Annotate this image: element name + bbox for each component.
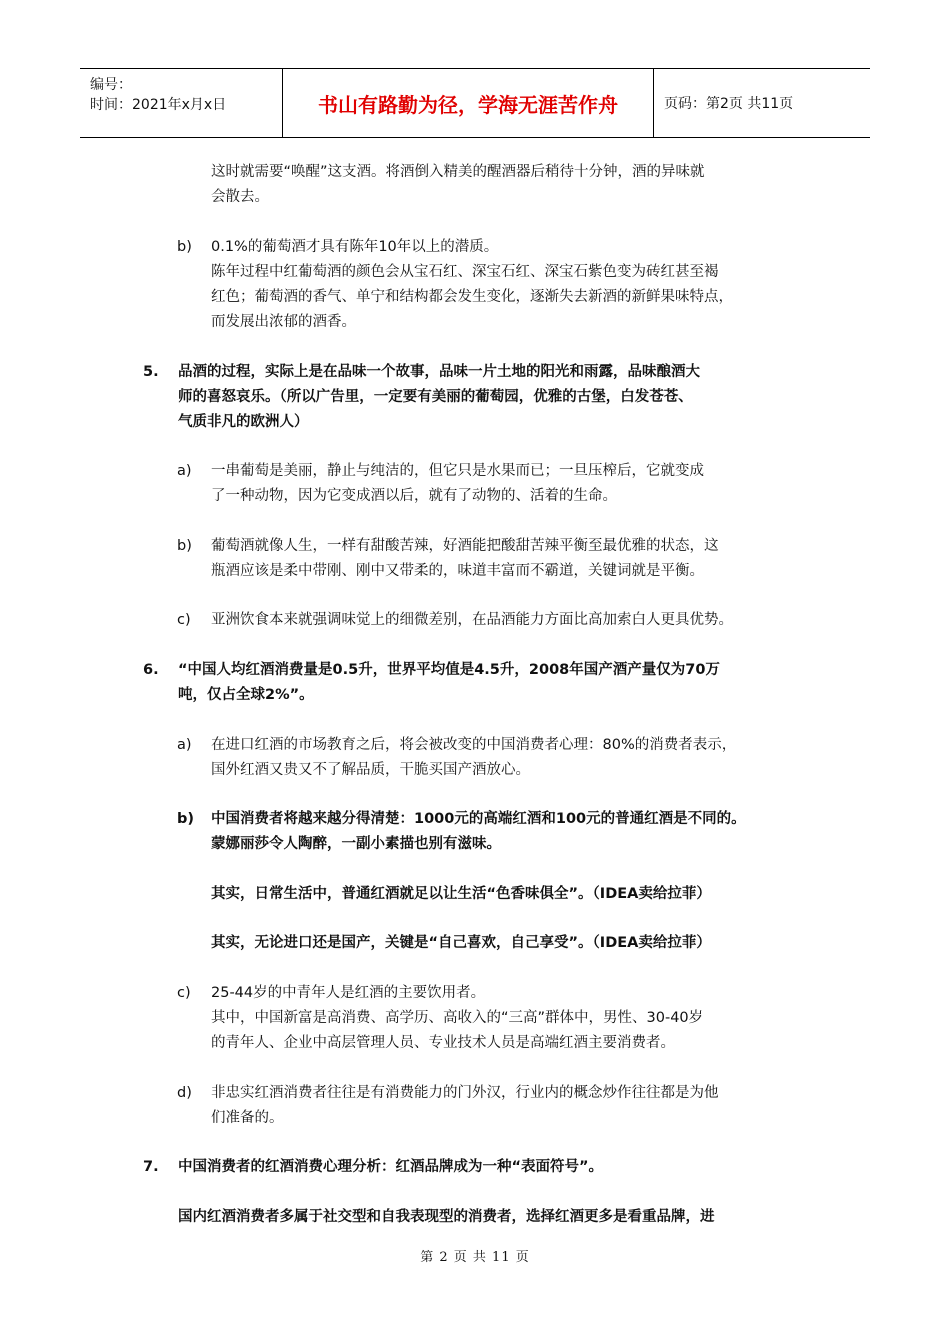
paragraph-line: 其中，中国新富是高消费、高学历、高收入的“三高”群体中，男性、30-40岁 — [211, 1010, 704, 1026]
section-heading-line: 吨，仅占全球2%”。 — [178, 687, 314, 703]
paragraph-line: 其实，无论进口还是国产，关键是“自己喜欢，自己享受”。（IDEA卖给拉菲） — [211, 935, 711, 951]
paragraph-line: 葡萄酒就像人生，一样有甜酸苦辣，好酒能把酸甜苦辣平衡至最优雅的状态，这 — [211, 538, 719, 554]
section-heading-line: 品酒的过程，实际上是在品味一个故事，品味一片土地的阳光和雨露，品味酿酒大 — [178, 364, 700, 380]
page-footer: 第 2 页 共 11 页 — [420, 1250, 530, 1265]
header-meta — [80, 69, 282, 137]
document-time-label: 时间：2021年x月x日 — [90, 97, 227, 113]
paragraph-line: 国内红酒消费者多属于社交型和自我表现型的消费者，选择红酒更多是看重品牌，进 — [178, 1209, 715, 1225]
paragraph-line: 25-44岁的中青年人是红酒的主要饮用者。 — [211, 985, 486, 1001]
section-heading-line: “中国人均红酒消费量是0.5升，世界平均值是4.5升，2008年国产酒产量仅为70万 — [178, 662, 720, 678]
page-header — [80, 68, 870, 138]
section-heading-line: 气质非凡的欧洲人） — [178, 414, 309, 430]
header-motto: 书山有路勤为径，学海无涯苦作舟 — [282, 69, 654, 137]
paragraph-line: 亚洲饮食本来就强调味觉上的细微差别，在品酒能力方面比高加索白人更具优势。 — [211, 612, 733, 628]
paragraph-line: 红色；葡萄酒的香气、单宁和结构都会发生变化，逐渐失去新酒的新鲜果味特点， — [211, 289, 733, 305]
paragraph-line: 了一种动物，因为它变成酒以后，就有了动物的、活着的生命。 — [211, 488, 617, 504]
paragraph-line: 蒙娜丽莎令人陶醉，一副小素描也别有滋味。 — [211, 836, 501, 852]
list-label: a) — [177, 737, 192, 753]
paragraph-line: 的青年人、企业中高层管理人员、专业技术人员是高端红酒主要消费者。 — [211, 1035, 675, 1051]
paragraph-line: 中国消费者将越来越分得清楚：1000元的高端红酒和100元的普通红酒是不同的。 — [211, 811, 746, 827]
list-label: c) — [177, 985, 191, 1001]
list-label: c) — [177, 612, 191, 628]
paragraph-line: 陈年过程中红葡萄酒的颜色会从宝石红、深宝石红、深宝石紫色变为砖红甚至褐 — [211, 264, 719, 280]
section-number: 7. — [143, 1159, 159, 1175]
section-number: 6. — [143, 662, 159, 678]
paragraph-line: 瓶酒应该是柔中带刚、刚中又带柔的，味道丰富而不霸道，关键词就是平衡。 — [211, 563, 704, 579]
list-label: b) — [177, 811, 195, 827]
section-number: 5. — [143, 364, 159, 380]
paragraph-line: 非忠实红酒消费者往往是有消费能力的门外汉，行业内的概念炒作往往都是为他 — [211, 1085, 719, 1101]
list-label: d) — [177, 1085, 192, 1101]
document-number-label: 编号： — [90, 77, 132, 93]
paragraph-line: 而发展出浓郁的酒香。 — [211, 314, 356, 330]
paragraph-line: 们准备的。 — [211, 1110, 284, 1126]
paragraph-line: 会散去。 — [211, 189, 269, 205]
section-heading-line: 师的喜怒哀乐。（所以广告里，一定要有美丽的葡萄园，优雅的古堡，白发苍苍、 — [178, 389, 693, 405]
header-page-info: 页码：第2页 共11页 — [664, 96, 794, 112]
list-label: a) — [177, 463, 192, 479]
list-label: b) — [177, 239, 192, 255]
paragraph-line: 在进口红酒的市场教育之后，将会被改变的中国消费者心理：80%的消费者表示， — [211, 737, 737, 753]
section-heading-line: 中国消费者的红酒消费心理分析：红酒品牌成为一种“表面符号”。 — [178, 1159, 604, 1175]
list-label: b) — [177, 538, 192, 554]
paragraph-line: 0.1%的葡萄酒才具有陈年10年以上的潜质。 — [211, 239, 499, 255]
paragraph-line: 国外红酒又贵又不了解品质，干脆买国产酒放心。 — [211, 762, 530, 778]
paragraph-line: 这时就需要“唤醒”这支酒。将酒倒入精美的醒酒器后稍待十分钟，酒的异味就 — [211, 164, 705, 180]
paragraph-line: 一串葡萄是美丽，静止与纯洁的，但它只是水果而已；一旦压榨后，它就变成 — [211, 463, 704, 479]
paragraph-line: 其实，日常生活中，普通红酒就足以让生活“色香味俱全”。（IDEA卖给拉菲） — [211, 886, 711, 902]
